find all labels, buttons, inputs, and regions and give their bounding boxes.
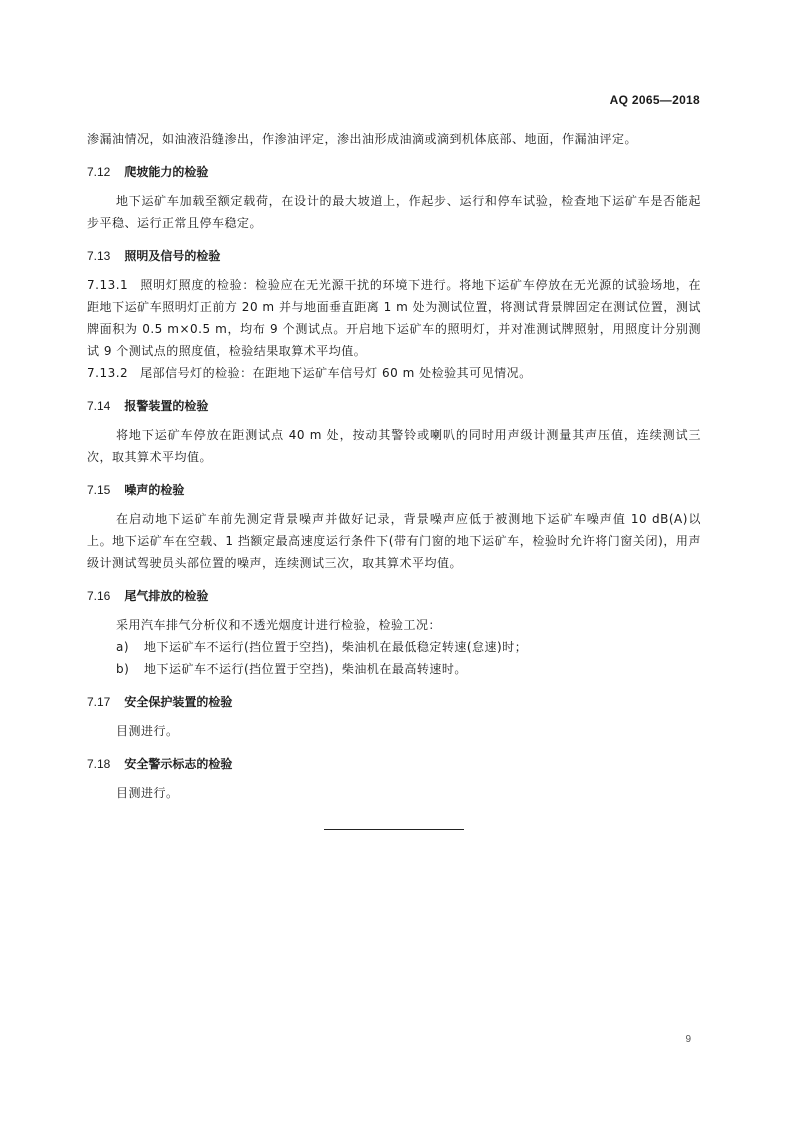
heading-title: 安全保护装置的检验 bbox=[124, 695, 233, 709]
clause-7-13-2 bbox=[87, 362, 701, 384]
clause-7-13-1 bbox=[87, 274, 701, 362]
paragraph-7-18: 目测进行。 bbox=[116, 786, 179, 800]
clause-text: 尾部信号灯的检验：在距地下运矿车信号灯 60 m 处检验其可见情况。 bbox=[140, 366, 532, 380]
list-label: b) bbox=[116, 662, 130, 676]
standard-code: AQ 2065—2018 bbox=[609, 93, 700, 107]
heading-number: 7.13 bbox=[87, 249, 111, 263]
heading-number: 7.15 bbox=[87, 483, 111, 497]
list-text: 地下运矿车不运行(挡位置于空挡)，柴油机在最高转速时。 bbox=[144, 662, 467, 676]
list-item-a bbox=[87, 636, 701, 658]
heading-title: 报警装置的检验 bbox=[124, 399, 209, 413]
clause-number: 7.13.1 bbox=[87, 278, 129, 292]
heading-7-13 bbox=[87, 246, 701, 266]
heading-number: 7.17 bbox=[87, 695, 111, 709]
heading-title: 照明及信号的检验 bbox=[124, 249, 221, 263]
heading-number: 7.12 bbox=[87, 165, 111, 179]
clause-text: 照明灯照度的检验：检验应在无光源干扰的环境下进行。将地下运矿车停放在无光源的试验场地，在距地下运矿车照明灯正前方 20 m 并与地面垂直距离 1 m 处为测试位置，将测试背景牌固定在测试位置，测试牌面积为 0.5 m×0.5 m，均布 9 个测试点。开启地下运矿车的照明灯，并对准测试牌照射，用照度计分别测试 9 个测试点的照度值，检验结果取算术平均值。 bbox=[87, 278, 701, 358]
list-item-b bbox=[87, 658, 701, 680]
clause-number: 7.13.2 bbox=[87, 366, 129, 380]
heading-number: 7.18 bbox=[87, 757, 111, 771]
list-text: 地下运矿车不运行(挡位置于空挡)，柴油机在最低稳定转速(怠速)时； bbox=[144, 640, 528, 654]
end-rule bbox=[324, 829, 464, 830]
heading-title: 尾气排放的检验 bbox=[124, 589, 209, 603]
heading-title: 爬坡能力的检验 bbox=[124, 165, 209, 179]
list-label: a) bbox=[116, 640, 130, 654]
heading-title: 安全警示标志的检验 bbox=[124, 757, 233, 771]
page-content bbox=[87, 128, 701, 804]
heading-7-14 bbox=[87, 396, 701, 416]
heading-7-15 bbox=[87, 480, 701, 500]
heading-7-16 bbox=[87, 586, 701, 606]
paragraph-7-16: 采用汽车排气分析仪和不透光烟度计进行检验，检验工况： bbox=[116, 618, 442, 632]
heading-number: 7.14 bbox=[87, 399, 111, 413]
heading-number: 7.16 bbox=[87, 589, 111, 603]
heading-7-18 bbox=[87, 754, 701, 774]
heading-7-12 bbox=[87, 162, 701, 182]
heading-title: 噪声的检验 bbox=[124, 483, 185, 497]
paragraph-7-15: 在启动地下运矿车前先测定背景噪声并做好记录，背景噪声应低于被测地下运矿车噪声值 10 dB(A)以上。地下运矿车在空载、1 挡额定最高速度运行条件下(带有门窗的地下运矿车，检验时允许将门窗关闭)，用声级计测试驾驶员头部位置的噪声，连续测试三次，取其算术平均值。 bbox=[87, 512, 701, 570]
heading-7-17 bbox=[87, 692, 701, 712]
paragraph-7-17: 目测进行。 bbox=[116, 724, 179, 738]
page-number: 9 bbox=[685, 1034, 691, 1045]
paragraph-continued: 渗漏油情况，如油液沿缝渗出，作渗油评定，渗出油形成油滴或滴到机体底部、地面，作漏油评定。 bbox=[87, 132, 638, 146]
paragraph-7-14: 将地下运矿车停放在距测试点 40 m 处，按动其警铃或喇叭的同时用声级计测量其声压值，连续测试三次，取其算术平均值。 bbox=[87, 428, 701, 464]
paragraph-7-12: 地下运矿车加载至额定载荷，在设计的最大坡道上，作起步、运行和停车试验，检查地下运矿车是否能起步平稳、运行正常且停车稳定。 bbox=[87, 194, 701, 230]
